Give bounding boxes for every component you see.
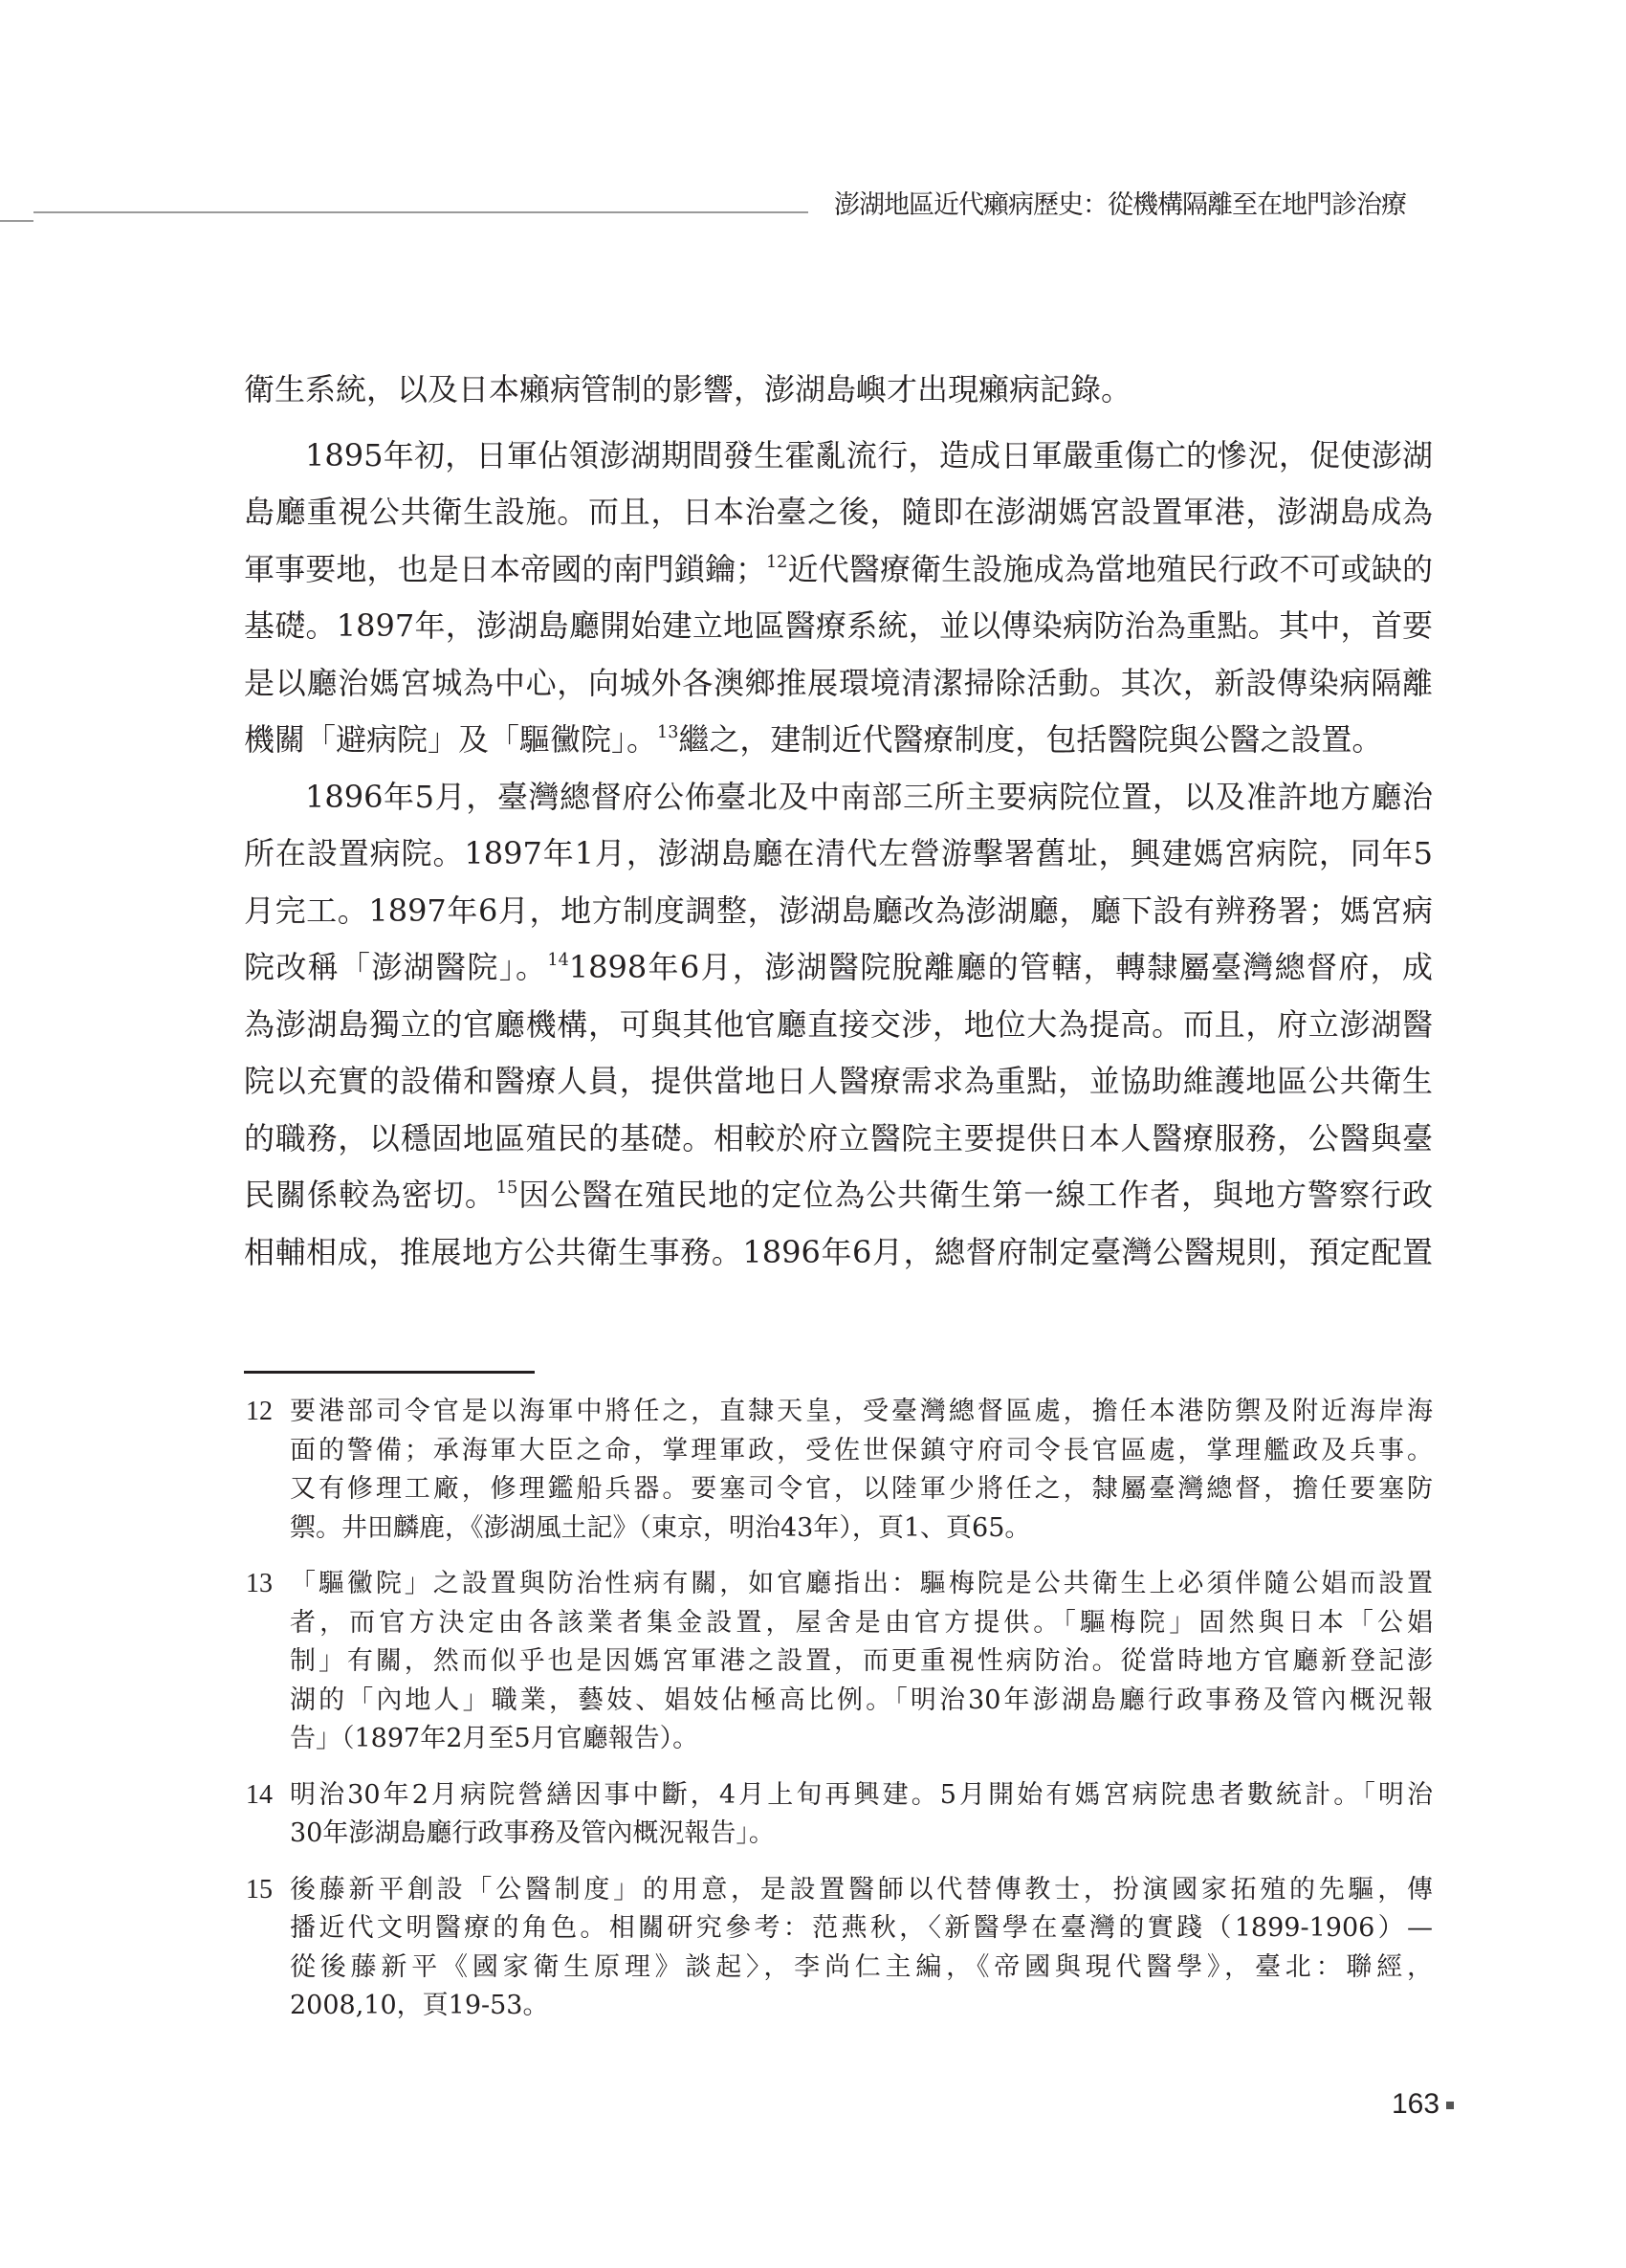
text-segment: 是以廳治媽宮城為中心，向城外各澳鄉推展環境清潔掃除活動。其次，新設傳染病隔離 <box>244 664 1433 701</box>
footnote-line: 播近代文明醫療的角色。相關研究參考：范燕秋，〈新醫學在臺灣的實踐（1899-1906）— <box>290 1913 1433 1943</box>
footnote-line: 禦。井田麟鹿，《澎湖風土記》（東京，明治43年），頁1、頁65。 <box>290 1512 1031 1543</box>
text-line <box>244 1111 1433 1168</box>
text-segment: 院改稱「澎湖醫院」。 <box>244 949 548 985</box>
text-line <box>244 712 1433 769</box>
text-segment: 島廳重視公共衛生設施。而且，日本治臺之後，隨即在澎湖媽宮設置軍港，澎湖島成為 <box>244 494 1433 530</box>
text-line <box>244 484 1433 541</box>
footnote-line: 制」有關，然而似乎也是因媽宮軍港之設置，而更重視性病防治。從當時地方官廳新登記澎 <box>290 1646 1433 1676</box>
text-line <box>244 883 1433 940</box>
text-segment: 近代醫療衛生設施成為當地殖民行政不可或缺的 <box>787 550 1433 587</box>
text-segment: 軍事要地，也是日本帝國的南門鎖鑰； <box>244 550 766 587</box>
text-segment: 民關係較為密切。 <box>244 1177 496 1213</box>
footnote <box>244 1776 1433 1854</box>
text-segment: 1898年6月，澎湖醫院脫離廳的管轄，轉隸屬臺灣總督府，成 <box>568 949 1433 985</box>
body-text <box>244 362 1433 1281</box>
paragraph <box>244 769 1433 1282</box>
text-line <box>244 1053 1433 1111</box>
text-segment: 院以充實的設備和醫療人員，提供當地日人醫療需求為重點，並協助維護地區公共衛生 <box>244 1063 1433 1099</box>
footnote <box>244 1393 1433 1548</box>
footnote <box>244 1871 1433 2026</box>
text-line <box>244 362 1433 419</box>
footnote-line: 要港部司令官是以海軍中將任之，直隸天皇，受臺灣總督區處，擔任本港防禦及附近海岸海 <box>290 1397 1433 1426</box>
footnote-number: 13 <box>246 1569 273 1598</box>
text-segment: 1895年初，日軍佔領澎湖期間發生霍亂流行，造成日軍嚴重傷亡的慘況，促使澎湖 <box>305 436 1433 473</box>
text-segment: 因公醫在殖民地的定位為公共衛生第一線工作者，與地方警察行政 <box>517 1177 1433 1213</box>
footnote-line: 明治30年2月病院營繕因事中斷，4月上旬再興建。5月開始有媽宮病院患者數統計。「明治 <box>290 1779 1433 1810</box>
footnote-line: 又有修理工廠，修理鑑船兵器。要塞司令官，以陸軍少將任之，隸屬臺灣總督，擔任要塞防 <box>290 1474 1433 1504</box>
text-line <box>244 1224 1433 1282</box>
text-segment: 月完工。1897年6月，地方制度調整，澎湖島廳改為澎湖廳，廳下設有辨務署；媽宮病 <box>244 892 1433 929</box>
text-line <box>244 1167 1433 1224</box>
footnote-line: 面的警備；承海軍大臣之命，掌理軍政，受佐世保鎮守府司令長官區處，掌理艦政及兵事。 <box>290 1435 1433 1465</box>
text-line <box>244 541 1433 599</box>
page-number: 163 <box>1392 2088 1440 2120</box>
text-line <box>244 826 1433 883</box>
footnote-number: 14 <box>246 1779 273 1810</box>
header-rule <box>33 211 808 213</box>
paragraph <box>244 362 1433 419</box>
page-number-marker <box>1446 2102 1454 2109</box>
footnote-line: 者，而官方決定由各該業者集金設置，屋舍是由官方提供。「驅梅院」固然與日本「公娼 <box>290 1607 1433 1638</box>
text-segment: 繼之，建制近代醫療制度，包括醫院與公醫之設置。 <box>678 721 1383 758</box>
running-title: 澎湖地區近代癩病歷史：從機構隔離至在地門診治療 <box>834 190 1406 220</box>
text-line <box>244 769 1433 826</box>
footnotes <box>244 1393 1433 2043</box>
footnote-reference[interactable]: 14 <box>547 950 569 970</box>
text-line <box>244 997 1433 1054</box>
text-line <box>244 598 1433 655</box>
footnote-number: 12 <box>246 1397 273 1426</box>
text-segment: 為澎湖島獨立的官廳機構，可與其他官廳直接交涉，地位大為提高。而且，府立澎湖醫 <box>244 1005 1433 1043</box>
footnote-line: 後藤新平創設「公醫制度」的用意，是設置醫師以代替傳教士，扮演國家拓殖的先驅，傳 <box>290 1874 1433 1905</box>
text-segment: 相輔相成，推展地方公共衛生事務。1896年6月，總督府制定臺灣公醫規則，預定配置 <box>244 1233 1433 1270</box>
text-line <box>244 428 1433 485</box>
footnote-number: 15 <box>246 1874 273 1905</box>
text-segment: 的職務，以穩固地區殖民的基礎。相較於府立醫院主要提供日本人醫療服務，公醫與臺 <box>244 1119 1433 1156</box>
header-rule-tick <box>0 220 33 222</box>
footnote-line: 30年澎湖島廳行政事務及管內概況報告」。 <box>290 1818 775 1848</box>
paragraph <box>244 428 1433 769</box>
footnote-reference[interactable]: 15 <box>495 1178 518 1198</box>
text-segment: 機關「避病院」及「驅黴院」。 <box>244 721 658 758</box>
text-segment: 1896年5月，臺灣總督府公佈臺北及中南部三所主要病院位置，以及准許地方廳治 <box>305 778 1433 815</box>
footnote <box>244 1565 1433 1759</box>
text-segment: 衛生系統，以及日本癩病管制的影響，澎湖島嶼才出現癩病記錄。 <box>244 371 1132 407</box>
footnote-line: 湖的「內地人」職業，藝妓、娼妓佔極高比例。「明治30年澎湖島廳行政事務及管內概況報 <box>290 1684 1433 1715</box>
footnote-line: 從後藤新平《國家衛生原理》談起〉，李尚仁主編，《帝國與現代醫學》，臺北：聯經， <box>290 1951 1433 1982</box>
footnote-reference[interactable]: 13 <box>657 722 679 742</box>
footnote-rule <box>244 1371 535 1374</box>
footnote-line: 2008,10，頁19-53。 <box>290 1991 549 2020</box>
footnote-reference[interactable]: 12 <box>765 552 788 572</box>
footnote-line: 「驅黴院」之設置與防治性病有關，如官廳指出：驅梅院是公共衛生上必須伴隨公娼而設置 <box>290 1569 1433 1598</box>
text-segment: 基礎。1897年，澎湖島廳開始建立地區醫療系統，並以傳染病防治為重點。其中，首要 <box>244 607 1433 644</box>
text-line <box>244 939 1433 997</box>
text-segment: 所在設置病院。1897年1月，澎湖島廳在清代左營游擊署舊址，興建媽宮病院，同年5 <box>244 835 1433 871</box>
footnote-line: 告」（1897年2月至5月官廳報告）。 <box>290 1724 699 1753</box>
text-line <box>244 655 1433 713</box>
